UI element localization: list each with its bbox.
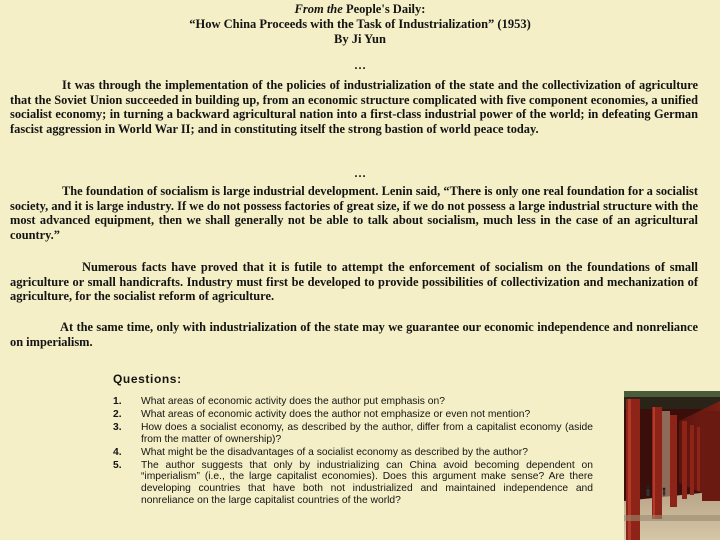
wall-panel <box>702 411 720 501</box>
article-title: “How China Proceeds with the Task of Industrialization” (1953) <box>189 17 531 31</box>
question-item <box>113 396 593 408</box>
source-name: People's Daily: <box>345 2 426 16</box>
questions-heading: Questions: <box>113 372 182 386</box>
pillar <box>682 421 687 499</box>
paragraph-4: At the same time, only with industrialization of the state may we guarantee our economic independence and nonreliance on imperialism. <box>10 320 698 349</box>
question-number: 3. <box>113 421 122 433</box>
palace-corridor-photo <box>624 391 720 540</box>
question-text: How does a socialist economy, as described by the author, differ from a capitalist economy (aside from the matter of ownership)? <box>141 421 593 445</box>
source-prefix: From the <box>294 2 343 16</box>
ellipsis-2: … <box>354 166 366 180</box>
visitor-head <box>646 485 650 489</box>
question-item <box>113 447 593 459</box>
palace-corridor-illustration <box>624 391 720 540</box>
source-line <box>0 2 720 17</box>
article-header <box>0 2 720 47</box>
visitor-body <box>663 491 665 496</box>
pillar-highlight <box>653 407 655 519</box>
visitor-head <box>663 488 666 491</box>
question-item <box>113 422 593 446</box>
question-number: 4. <box>113 446 122 458</box>
paragraph-3: Numerous facts have proved that it is futile to attempt the enforcement of socialism on the foundations of small agriculture or small handicrafts. Industry must first be developed to provide possibilities of collectivization and mechanization of agriculture, for the socialist reform of agriculture. <box>10 260 698 304</box>
question-item <box>113 460 593 508</box>
floor-step <box>624 515 720 521</box>
pillar <box>697 427 700 491</box>
painted-beam <box>624 391 720 397</box>
question-text: What areas of economic activity does the author not emphasize or even not mention? <box>141 408 531 420</box>
question-text: The author suggests that only by industrializing can China avoid becoming dependent on “imperialism” (i.e., the large capitalist economies). Does this argument make sense? Are there developing countries that have both not industrialized and maintained independence and nonreliance on the large capitalist countries of the world? <box>141 459 593 507</box>
ellipsis-1: … <box>354 58 366 72</box>
byline: By Ji Yun <box>334 32 386 46</box>
pillar <box>670 415 677 507</box>
question-item <box>113 409 593 421</box>
distant-light <box>662 411 670 497</box>
question-number: 5. <box>113 459 122 471</box>
paragraph-1: It was through the implementation of the policies of industrialization of the state and the collectivization of agriculture that the Soviet Union succeeded in building up, from an economic structure complicated with five component economies, a unified socialist economy; in turning a backward agricultural nation into a first-class industrial power of the world; in defeating German fascist aggression in World War II; and in constituting itself the strong bastion of world peace today. <box>10 78 698 137</box>
question-number: 2. <box>113 408 122 420</box>
question-text: What areas of economic activity does the author put emphasis on? <box>141 396 445 407</box>
question-number: 1. <box>113 396 122 407</box>
pillar <box>690 425 694 495</box>
paragraph-2: The foundation of socialism is large industrial development. Lenin said, “There is only one real foundation for a socialist society, and it is large industry. If we do not possess factories of great size, if we do not possess a large industrial structure with the most advanced equipment, then we shall generally not be able to talk about socialism, much less in the case of an agricultural country.” <box>10 184 698 243</box>
questions-list <box>113 396 593 508</box>
question-text: What might be the disadvantages of a socialist economy as described by the author? <box>141 446 528 458</box>
visitor-body <box>647 489 650 496</box>
